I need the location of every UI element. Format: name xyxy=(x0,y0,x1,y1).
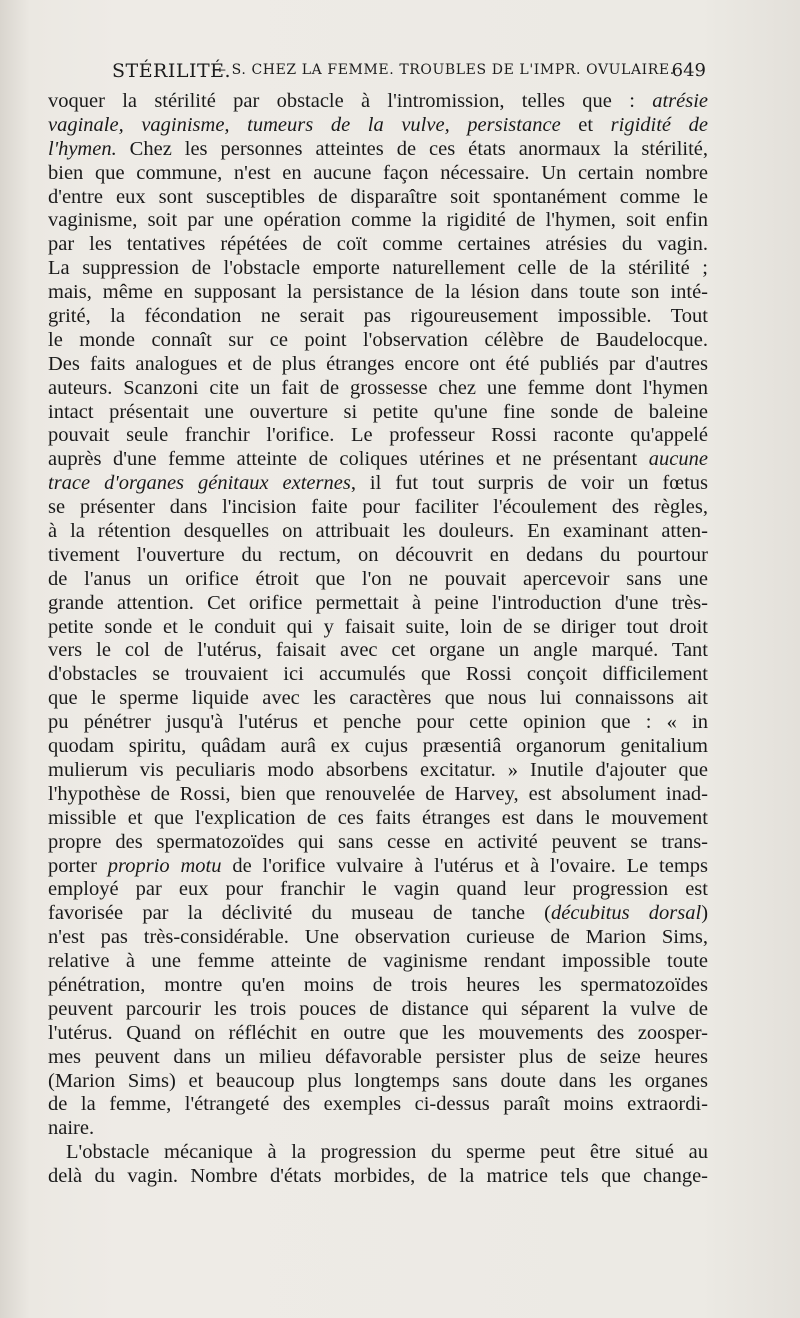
text-span: peuvent parcourir les trois pouces de distance qui séparent la vulve de xyxy=(48,997,708,1020)
text-span: mais, même en supposant la persistance de la lésion dans toute son inté- xyxy=(48,281,708,304)
italic-text: l'hymen. xyxy=(48,137,117,160)
italic-text: atrésie xyxy=(652,90,708,112)
text-line xyxy=(48,1165,708,1189)
italic-text: aucune xyxy=(648,448,708,471)
text-line xyxy=(48,759,708,783)
text-line xyxy=(48,711,708,735)
text-line xyxy=(48,162,708,186)
text-line xyxy=(48,974,708,998)
text-line xyxy=(48,329,708,353)
text-span: relative à une femme atteinte de vaginisme rendant impossible toute xyxy=(48,950,708,973)
chapter-title: STÉRILITÉ. xyxy=(112,60,232,82)
text-span: porter xyxy=(48,854,108,877)
text-line xyxy=(48,1046,708,1070)
text-span: pouvait seule franchir l'orifice. Le professeur Rossi raconte qu'appelé xyxy=(48,424,708,447)
text-line xyxy=(48,998,708,1022)
text-span: employé par eux pour franchir le vagin quand leur progression est xyxy=(48,878,708,901)
text-line xyxy=(48,186,708,210)
text-span: pénétration, montre qu'en moins de trois heures les spermatozoïdes xyxy=(48,973,708,996)
text-line xyxy=(48,448,708,472)
text-span: n'est pas très-considérable. Une observation curieuse de Marion Sims, xyxy=(48,926,708,949)
text-span: grité, la fécondation ne serait pas rigoureusement impossible. Tout xyxy=(48,305,708,328)
text-span: se présenter dans l'incision faite pour faciliter l'écoulement des règles, xyxy=(48,496,708,519)
text-span: d'entre eux sont susceptibles de disparaître soit spontanément comme le xyxy=(48,185,708,208)
text-span: auteurs. Scanzoni cite un fait de grossesse chez une femme dont l'hymen xyxy=(48,376,708,399)
text-line xyxy=(48,353,708,377)
text-span: par les tentatives répétées de coït comme certaines atrésies du vagin. xyxy=(48,233,708,256)
text-span: grande attention. Cet orifice permettait à peine l'introduction d'une très- xyxy=(48,591,708,614)
text-line xyxy=(48,138,708,162)
text-line xyxy=(48,377,708,401)
text-line xyxy=(48,496,708,520)
italic-text: vaginale, vaginisme, tumeurs de la vulve, persistance xyxy=(48,113,561,136)
text-line xyxy=(48,687,708,711)
text-line xyxy=(48,1022,708,1046)
text-span: l'utérus. Quand on réfléchit en outre que les mouvements des zoosper- xyxy=(48,1021,708,1044)
text-line xyxy=(48,831,708,855)
italic-text: trace d'organes génitaux externes xyxy=(48,472,351,495)
text-line xyxy=(48,926,708,950)
text-span: d'obstacles se trouvaient ici accumulés que Rossi conçoit difficilement xyxy=(48,663,708,686)
text-line xyxy=(48,281,708,305)
text-line xyxy=(48,520,708,544)
text-span: et xyxy=(560,113,611,136)
text-span: missible et que l'explication de ces faits étranges est dans le mouvement xyxy=(48,806,708,829)
text-line xyxy=(48,90,708,114)
text-span: La suppression de l'obstacle emporte naturellement celle de la stérilité ; xyxy=(48,257,708,280)
text-span: Chez les personnes atteintes de ces états anormaux la stérilité, xyxy=(116,137,708,160)
text-line xyxy=(48,544,708,568)
text-line xyxy=(48,424,708,448)
text-line xyxy=(48,616,708,640)
text-span: Des faits analogues et de plus étranges encore ont été publiés par d'autres xyxy=(48,352,708,375)
text-span: favorisée par la déclivité du museau de tanche ( xyxy=(48,902,552,925)
text-line xyxy=(48,807,708,831)
text-span: quodam spiritu, quâdam aurâ ex cujus præsentiâ organorum genitalium xyxy=(48,735,708,758)
text-span: naire. xyxy=(48,1117,95,1140)
text-line xyxy=(48,735,708,759)
text-line xyxy=(48,902,708,926)
text-span: que le sperme liquide avec les caractères que nous lui connaissons ait xyxy=(48,687,708,710)
text-span: de l'orifice vulvaire à l'utérus et à l'ovaire. Le temps xyxy=(221,854,708,877)
text-line xyxy=(48,1141,708,1165)
text-span: de l'anus un orifice étroit que l'on ne pouvait apercevoir sans une xyxy=(48,567,708,590)
text-span: mes peuvent dans un milieu défavorable persister plus de seize heures xyxy=(48,1045,708,1068)
text-line xyxy=(48,257,708,281)
page-number: 649 xyxy=(671,60,706,81)
text-span: bien que commune, n'est en aucune façon nécessaire. Un certain nombre xyxy=(48,161,708,184)
text-span: ) xyxy=(701,902,708,925)
text-span: propre des spermatozoïdes qui sans cesse en activité peuvent se trans- xyxy=(48,830,708,853)
text-span: auprès d'une femme atteinte de coliques utérines et ne présentant xyxy=(48,448,649,471)
text-span: L'obstacle mécanique à la progression du sperme peut être situé au xyxy=(66,1141,708,1164)
text-span: vers le col de l'utérus, faisait avec cet organe un angle marqué. Tant xyxy=(48,639,708,662)
text-line xyxy=(48,1117,708,1141)
text-line xyxy=(48,639,708,663)
text-span: le monde connaît sur ce point l'observation célèbre de Baudelocque. xyxy=(48,328,708,351)
text-line xyxy=(48,472,708,496)
text-span: petite sonde et le conduit qui y faisait suite, loin de se diriger tout droit xyxy=(48,615,708,638)
body-text xyxy=(48,90,708,1189)
text-span: voquer la stérilité par obstacle à l'intromission, telles que : xyxy=(48,90,653,112)
text-line xyxy=(48,401,708,425)
running-title: — S. CHEZ LA FEMME. TROUBLES DE L'IMPR. OVULAIRE. xyxy=(212,62,675,78)
text-line xyxy=(48,233,708,257)
text-span: à la rétention desquelles on attribuait les douleurs. En examinant atten- xyxy=(48,520,708,543)
text-line xyxy=(48,1070,708,1094)
italic-text: proprio motu xyxy=(107,854,222,877)
text-span: pu pénétrer jusqu'à l'utérus et penche pour cette opinion que : « in xyxy=(48,711,708,734)
text-line xyxy=(48,568,708,592)
text-line xyxy=(48,663,708,687)
text-line xyxy=(48,855,708,879)
text-line xyxy=(48,783,708,807)
text-line xyxy=(48,950,708,974)
text-line xyxy=(48,209,708,233)
text-line xyxy=(48,592,708,616)
text-line xyxy=(48,114,708,138)
text-span: intact présentait une ouverture si petite qu'une fine sonde de baleine xyxy=(48,400,708,423)
text-line xyxy=(48,878,708,902)
text-line xyxy=(48,1093,708,1117)
text-span: vaginisme, soit par une opération comme la rigidité de l'hymen, soit enfin xyxy=(48,209,708,232)
text-span: (Marion Sims) et beaucoup plus longtemps sans doute dans les organes xyxy=(48,1069,708,1092)
text-span: delà du vagin. Nombre d'états morbides, de la matrice tels que change- xyxy=(48,1165,708,1188)
text-span: l'hypothèse de Rossi, bien que renouvelée de Harvey, est absolument inad- xyxy=(48,782,708,805)
text-span: mulierum vis peculiaris modo absorbens excitatur. » Inutile d'ajouter que xyxy=(48,758,708,781)
text-span: , il fut tout surpris de voir un fœtus xyxy=(350,472,708,495)
text-span: de la femme, l'étrangeté des exemples ci-dessus paraît moins extraordi- xyxy=(48,1093,708,1116)
text-span: tivement l'ouverture du rectum, on découvrit en dedans du pourtour xyxy=(48,543,708,566)
italic-text: décubitus dorsal xyxy=(551,902,702,925)
italic-text: rigidité de xyxy=(610,113,708,136)
running-header xyxy=(112,60,712,88)
text-line xyxy=(48,305,708,329)
